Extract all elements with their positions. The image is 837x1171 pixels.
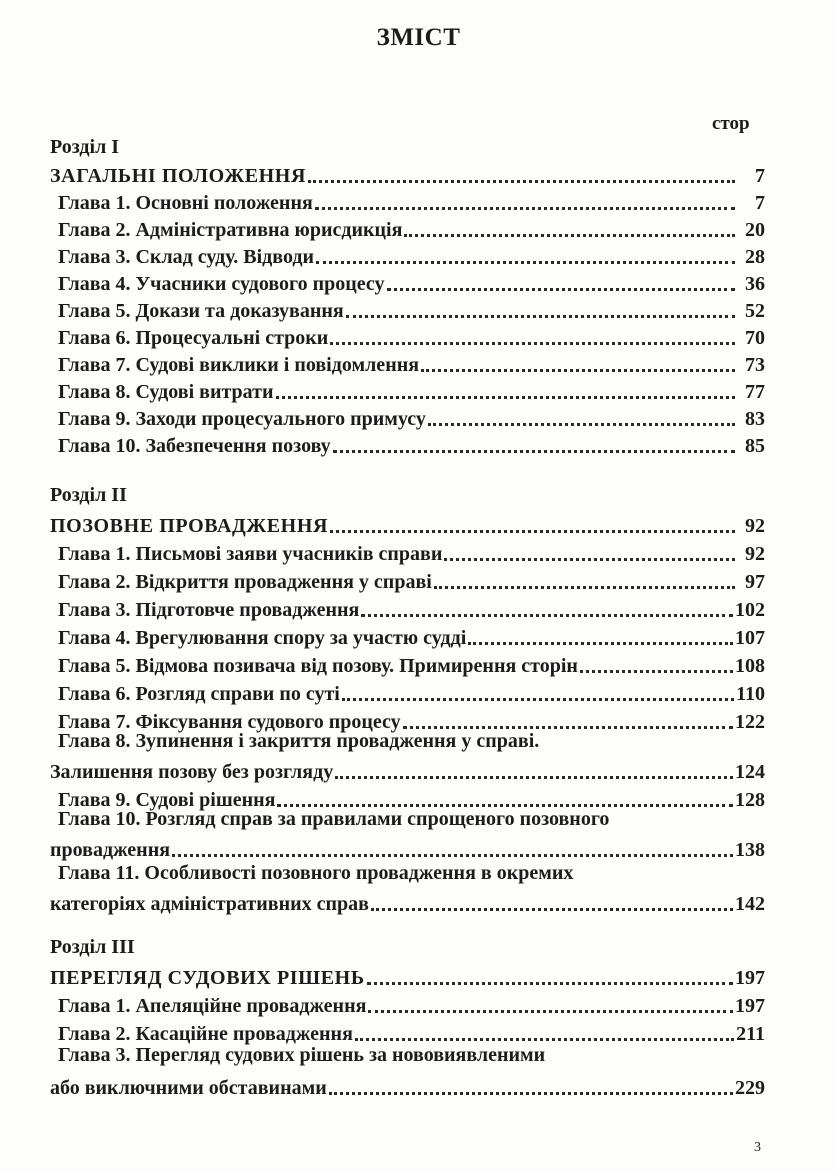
toc-entry[interactable]: Глава 9. Судові рішення 128 — [58, 789, 765, 811]
toc-entry[interactable]: Глава 3. Підготовче провадження 102 — [58, 599, 765, 621]
dot-leader — [367, 981, 733, 985]
page-column-label: стор — [712, 113, 750, 134]
page-number: 7 — [755, 165, 765, 187]
toc-entry-first-line: Глава 10. Розгляд справ за правилами спрощеного позовного — [58, 808, 610, 830]
page-number: 197 — [735, 967, 765, 989]
toc-entry[interactable]: Глава 1. Письмові заяви учасників справи 92 — [58, 543, 765, 565]
toc-entry[interactable]: Глава 7. Судові виклики і повідомлення 73 — [58, 354, 765, 376]
toc-entry[interactable]: Глава 4. Врегулювання спору за участю судді 107 — [58, 627, 765, 649]
toc-entry[interactable]: Глава 1. Апеляційне провадження 197 — [58, 995, 765, 1017]
section-heading[interactable]: ПОЗОВНЕ ПРОВАДЖЕННЯ 92 — [50, 515, 765, 537]
section-label: Розділ І — [50, 136, 120, 158]
section-heading[interactable]: ПЕРЕГЛЯД СУДОВИХ РІШЕНЬ 197 — [50, 967, 765, 989]
page-title: ЗМІСТ — [376, 24, 461, 51]
section-label: Розділ ІІ — [50, 484, 127, 506]
toc-entry[interactable]: Глава 5. Відмова позивача від позову. Примирення сторін 108 — [58, 655, 765, 677]
toc-entry[interactable]: Глава 2. Відкриття провадження у справі 97 — [58, 571, 765, 593]
toc-entry[interactable]: Глава 9. Заходи процесуального примусу 83 — [58, 408, 765, 430]
toc-entry[interactable]: Глава 4. Учасники судового процесу 36 — [58, 273, 765, 295]
toc-entry[interactable]: провадження 138 — [50, 839, 765, 861]
section-label: Розділ ІІІ — [50, 936, 135, 958]
toc-entry[interactable]: категоріях адміністративних справ 142 — [50, 893, 765, 915]
dot-leader — [330, 529, 735, 533]
toc-entry[interactable]: Глава 6. Розгляд справи по суті 110 — [58, 683, 765, 705]
toc-entry[interactable]: Залишення позову без розгляду 124 — [50, 761, 765, 783]
section-heading[interactable]: ЗАГАЛЬНІ ПОЛОЖЕННЯ 7 — [50, 165, 765, 187]
toc-entry[interactable]: Глава 3. Склад суду. Відводи 28 — [58, 246, 765, 268]
toc-entry[interactable]: або виключними обставинами 229 — [50, 1077, 765, 1099]
page-number: 92 — [745, 515, 765, 537]
dot-leader — [308, 179, 735, 183]
toc-entry[interactable]: Глава 7. Фіксування судового процесу 122 — [58, 711, 765, 733]
toc-entry[interactable]: Глава 2. Касаційне провадження 211 — [58, 1023, 765, 1045]
toc-entry[interactable]: Глава 10. Забезпечення позову 85 — [58, 435, 765, 457]
toc-entry[interactable]: Глава 1. Основні положення 7 — [58, 192, 765, 214]
toc-entry-first-line: Глава 11. Особливості позовного провадження в окремих — [58, 862, 574, 884]
toc-entry[interactable]: Глава 8. Судові витрати 77 — [58, 381, 765, 403]
toc-entry-first-line: Глава 8. Зупинення і закриття провадження у справі. — [58, 730, 540, 752]
toc-entry-first-line: Глава 3. Перегляд судових рішень за нововиявленими — [58, 1044, 546, 1066]
toc-entry[interactable]: Глава 6. Процесуальні строки 70 — [58, 327, 765, 349]
toc-entry[interactable]: Глава 2. Адміністративна юрисдикція 20 — [58, 219, 765, 241]
toc-entry[interactable]: Глава 5. Докази та доказування 52 — [58, 300, 765, 322]
footer-page-number: 3 — [754, 1140, 761, 1155]
